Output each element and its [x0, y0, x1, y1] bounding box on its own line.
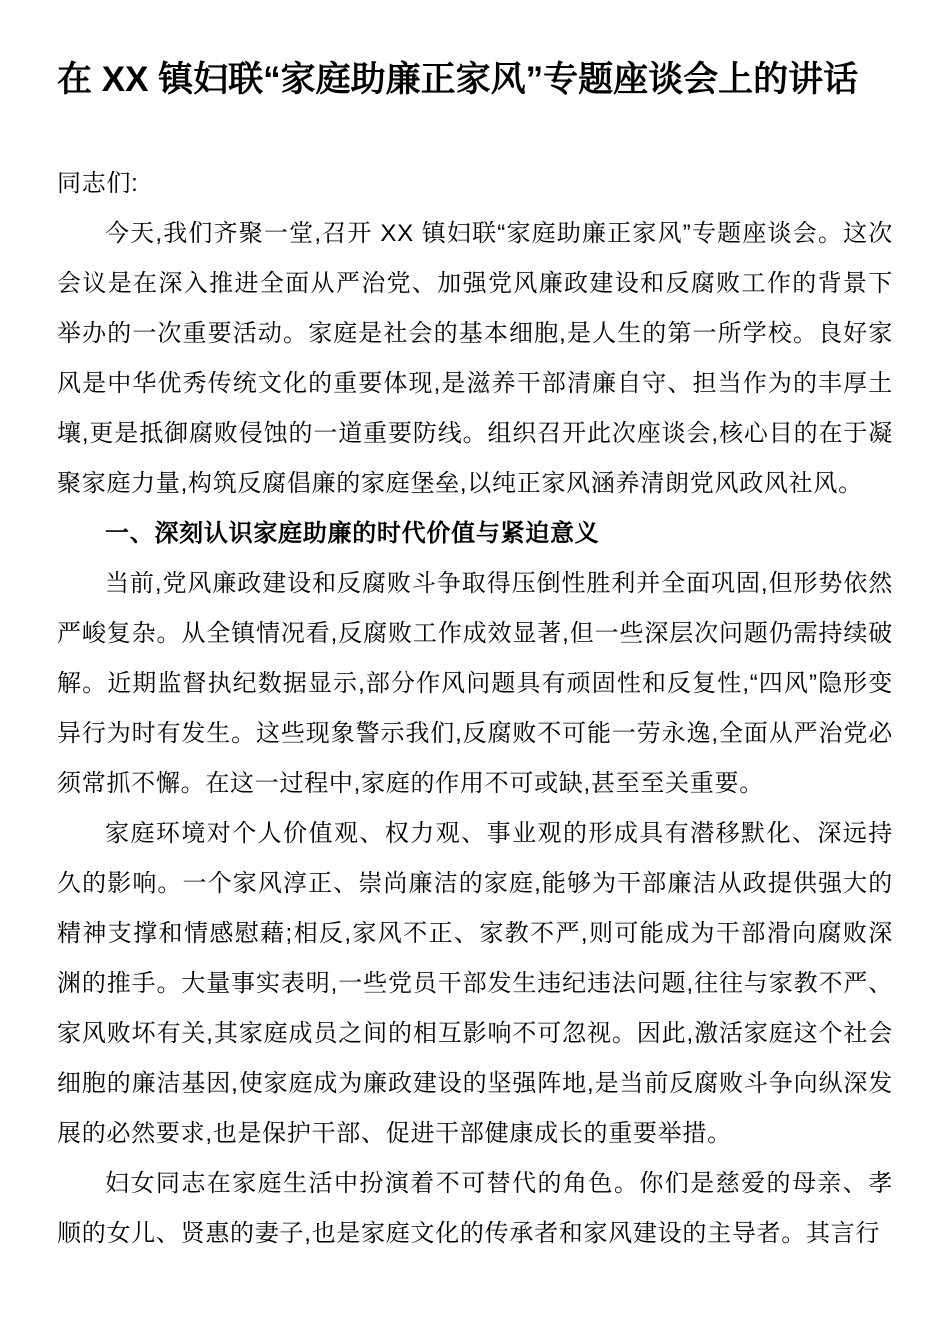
paragraph-family-influence: 家庭环境对个人价值观、权力观、事业观的形成具有潜移默化、深远持久的影响。一个家风淳正、崇尚廉洁的家庭,能够为干部廉洁从政提供强大的精神支撑和情感慰藉;相反,家风不正、家教不严,则可能成为干部滑向腐败深渊的推手。大量事实表明,一些党员干部发生违纪违法问题,往往与家教不严、家风败坏有关,其家庭成员之间的相互影响不可忽视。因此,激活家庭这个社会细胞的廉洁基因,使家庭成为廉政建设的坚强阵地,是当前反腐败斗争向纵深发展的必然要求,也是保护干部、促进干部健康成长的重要举措。 [57, 820, 893, 1147]
document-body [57, 159, 893, 1259]
paragraph-situation: 当前,党风廉政建设和反腐败斗争取得压倒性胜利并全面巩固,但形势依然严峻复杂。从全镇情况看,反腐败工作成效显著,但一些深层次问题仍需持续破解。近期监督执纪数据显示,部分作风问题具有顽固性和反复性,“四风”隐形变异行为时有发生。这些现象警示我们,反腐败不可能一劳永逸,全面从严治党必须常抓不懈。在这一过程中,家庭的作用不可或缺,甚至至关重要。 [57, 570, 893, 797]
document-title: 在 XX 镇妇联“家庭助廉正家风”专题座谈会上的讲话 [57, 60, 859, 99]
section-heading-1: 一、深刻认识家庭助廉的时代价值与紧迫意义 [105, 520, 600, 547]
salutation: 同志们: [57, 170, 139, 197]
paragraph-intro: 今天,我们齐聚一堂,召开 XX 镇妇联“家庭助廉正家风”专题座谈会。这次会议是在深入推进全面从严治党、加强党风廉政建设和反腐败工作的背景下举办的一次重要活动。家庭是社会的基本细胞,是人生的第一所学校。良好家风是中华优秀传统文化的重要体现,是滋养干部清廉自守、担当作为的丰厚土壤,更是抵御腐败侵蚀的一道重要防线。组织召开此次座谈会,核心目的在于凝聚家庭力量,构筑反腐倡廉的家庭堡垒,以纯正家风涵养清朗党风政风社风。 [57, 220, 893, 497]
paragraph-women-role: 妇女同志在家庭生活中扮演着不可替代的角色。你们是慈爱的母亲、孝顺的女儿、贤惠的妻子,也是家庭文化的传承者和家风建设的主导者。其言行 [57, 1170, 893, 1247]
